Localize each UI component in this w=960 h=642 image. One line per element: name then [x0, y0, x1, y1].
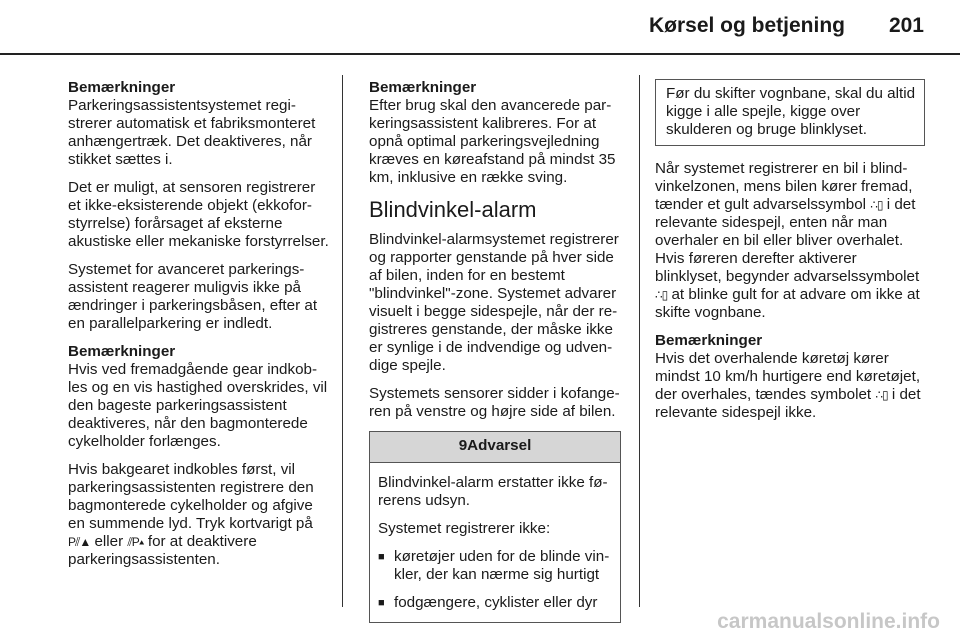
advanced-park-assist-icon: ⫽P▴	[127, 535, 144, 549]
note-2	[68, 343, 330, 451]
page-number: 201	[888, 14, 924, 37]
note	[369, 79, 621, 187]
paragraph-text: for at deaktivere parkeringsassistenten.	[68, 533, 257, 568]
note-1-text: Parkeringsassistentsystemet registrerer automatisk et fabriksmonteret anhængertræk. Det deaktiveres, når stikket sættes i.	[68, 97, 316, 168]
note-text: i det relevante sidespejl ikke.	[655, 386, 921, 421]
warning-text: Systemet registrerer ikke:	[378, 520, 551, 537]
warning-text: Blindvinkel-alarm erstatter ikke førerens udsyn.	[378, 474, 608, 509]
column-divider	[342, 75, 343, 607]
note-1	[68, 79, 330, 169]
warning-body	[370, 463, 620, 612]
paragraph: Systemet for avanceret parkeringsassistent reagerer muligvis ikke på ændringer i parkeringsbåsen, efter at en parallelparkering er indledt.	[68, 261, 318, 332]
warning-title: 9Advarsel	[370, 432, 620, 463]
bullet-item: ■ fodgængere, cyklister eller dyr	[378, 594, 612, 612]
bullet-item: ■ køretøjer uden for de blinde vinkler, der kan nærme sig hurtigt	[378, 548, 612, 584]
section-heading: Blindvinkel-alarm	[369, 197, 537, 222]
note-2-text: Hvis ved fremadgående gear indkobles og en vis hastighed overskrides, vil den bageste parkeringsassistent deaktiveres, når den bagmonterede cykelholder forlænges.	[68, 361, 328, 450]
column-1	[68, 79, 330, 579]
header-rule	[0, 53, 960, 55]
column-divider	[639, 75, 640, 607]
note-2-heading: Bemærkninger	[68, 343, 176, 360]
paragraph	[655, 160, 925, 322]
paragraph	[68, 461, 330, 569]
paragraph: Blindvinkel-alarmsystemet registrerer og rapporter genstande på hver side af bilen, inden for en bestemt "blindvinkel"-zone. Systemet advarer visuelt i begge sidespejle, når der registreres genstande, der måske ikke er synlige i de indvendige og udvendige spejle.	[369, 231, 619, 374]
note-text: Hvis det overhalende køretøj kører mindst 10 km/h hurtigere end køretøjet, der overhales, tændes symbolet	[655, 350, 921, 403]
note-heading: Bemærkninger	[369, 79, 477, 96]
column-2	[369, 79, 621, 623]
paragraph-text: eller	[94, 533, 124, 550]
warning-box	[369, 431, 621, 623]
note-1-heading: Bemærkninger	[68, 79, 176, 96]
paragraph: Det er muligt, at sensoren registrerer et ikke-eksisterende objekt (ekkoforstyrrelse) forårsaget af eksterne akustiske eller mekaniske forstyrrelser.	[68, 179, 329, 250]
blind-spot-warning-icon: ∴▯	[655, 288, 668, 302]
header-title: Kørsel og betjening	[648, 14, 845, 37]
paragraph-text: i det relevante sidespejl, enten når man overhaler en bil eller bliver overhalet. Hvis føreren derefter aktiverer blinklyset, begynder advarselssymbolet	[655, 196, 920, 285]
column-3	[655, 79, 925, 432]
paragraph-text: Hvis bakgearet indkobles først, vil parkeringsassistenten registrere den bagmonterede cykelholder og afgive en summende lyd. Tryk kortvarigt på	[68, 461, 314, 532]
paragraph-text: Når systemet registrerer en bil i blindvinkelzonen, mens bilen kører fremad, tænder et gult advarselssymbol	[655, 160, 913, 213]
park-assist-button-icon: P⫽▲	[68, 535, 91, 549]
watermark: carmanualsonline.info	[717, 610, 940, 633]
note	[655, 332, 925, 422]
paragraph: Systemets sensorer sidder i kofangeren på venstre og højre side af bilen.	[369, 385, 620, 420]
info-box: Før du skifter vognbane, skal du altid kigge i alle spejle, kigge over skulderen og bruge blinklyset.	[655, 79, 925, 146]
paragraph-text: at blinke gult for at advare om ikke at skifte vognbane.	[655, 286, 920, 321]
note-heading: Bemærkninger	[655, 332, 763, 349]
blind-spot-warning-icon: ∴▯	[875, 388, 888, 402]
note-text: Efter brug skal den avancerede parkeringsassistent kalibreres. For at opnå optimal parkeringsvejledning kræves en køreafstand på mindst 35 km, inklusive en række sving.	[369, 97, 616, 186]
blind-spot-warning-icon: ∴▯	[870, 198, 883, 212]
